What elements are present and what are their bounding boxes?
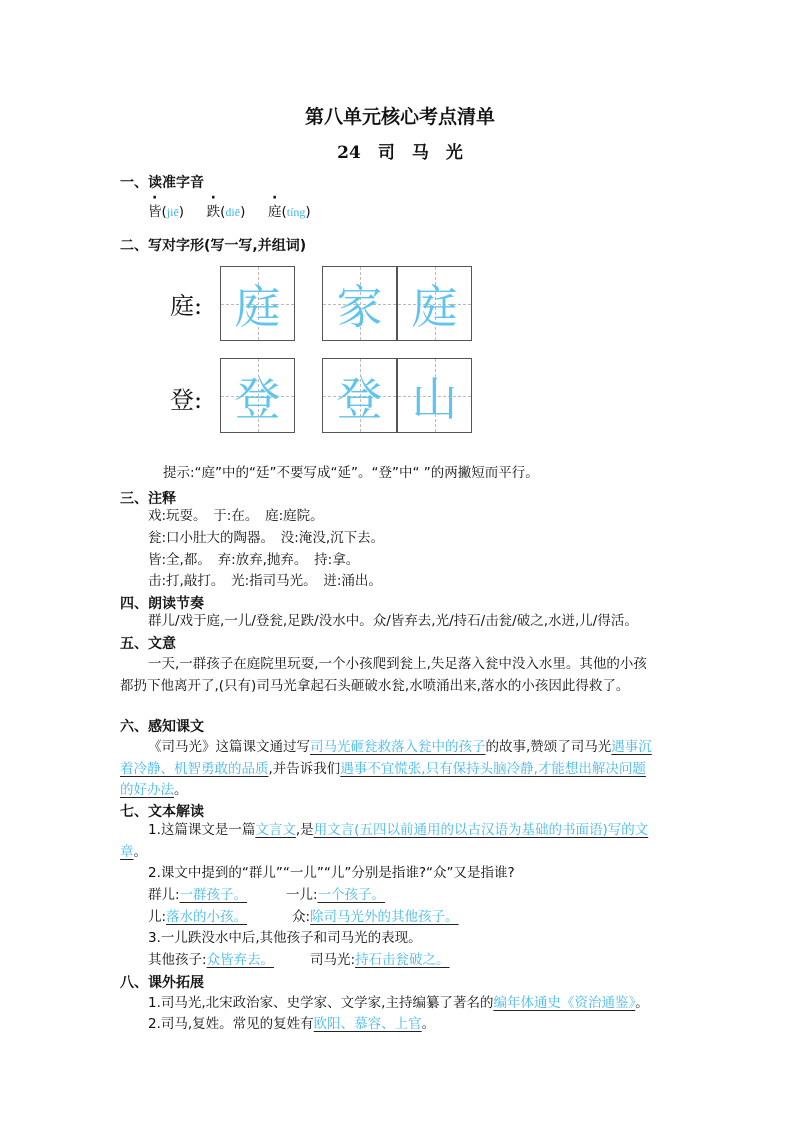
section-5-heading: 五、文意 [120, 636, 176, 652]
section-1-heading: 一、读准字音 [120, 175, 204, 191]
answer-row: 众:除司马光外的其他孩子。 [292, 909, 459, 925]
answer-row: 群儿:一群孩子。 [148, 887, 248, 903]
word-char: 庭 [411, 279, 458, 334]
section-6-heading: 六、感知课文 [120, 719, 204, 735]
answer: 一群孩子。 [179, 887, 248, 903]
answer-row: 其他孩子:众皆弃去。 [148, 952, 275, 968]
answer: 遇事不宜慌张,只有保持头脑冷静,才能想出解决问题 [340, 761, 646, 777]
answer: 一个孩子。 [317, 887, 386, 903]
answer: 除司马光外的其他孩子。 [310, 909, 459, 925]
writing-tip: 提示:“庭”中的“廷”不要写成“延”。“登”中“ ”的两撇短而平行。 [163, 465, 539, 481]
perception-line-3: 的好办法。 [120, 782, 188, 798]
answer-row: 司马光:持石击瓮破之。 [310, 952, 450, 968]
question-1: 1.这篇课文是一篇文言文,是用文言(五四以前通用的以古汉语为基础的书面语)写的文 [148, 822, 649, 838]
question-3: 3.一儿跌没水中后,其他孩子和司马光的表现。 [148, 930, 422, 946]
writing-box [322, 358, 397, 433]
answer: 遇事沉 [611, 739, 652, 755]
row-label-ting: 庭: [170, 292, 203, 320]
perception-line-1: 《司马光》这篇课文通过写司马光砸瓮救落入瓮中的孩子的故事,赞颂了司马光遇事沉 [148, 739, 652, 755]
answer: 着冷静、机智勇敢的品质 [120, 761, 269, 777]
char-jie: 皆 [148, 204, 162, 220]
practice-char: 庭 [234, 279, 281, 334]
writing-box [220, 358, 295, 433]
char-ting: 庭 [267, 204, 282, 220]
section-4-heading: 四、朗读节奏 [120, 596, 204, 612]
question-1-cont: 章。 [120, 844, 147, 860]
answer: 落水的小孩。 [166, 909, 248, 925]
answer: 用文言(五四以前通用的以古汉语为基础的书面语)写的文 [313, 822, 649, 838]
pronunciation-list: 皆(jiē) 跌(diē) 庭(tíng) [148, 204, 311, 220]
answer: 章 [120, 844, 134, 860]
answer: 欧阳、慕容、上官 [313, 1016, 422, 1032]
answer-row: 一儿:一个孩子。 [286, 887, 386, 903]
extension-2: 2.司马,复姓。常见的复姓有欧阳、慕容、上官。 [148, 1016, 436, 1032]
section-7-heading: 七、文本解读 [120, 804, 204, 820]
practice-char: 登 [234, 371, 281, 426]
answer: 司马光砸瓮救落入瓮中的孩子 [310, 739, 486, 755]
writing-box [220, 266, 295, 341]
extension-1: 1.司马光,北宋政治家、史学家、文学家,主持编纂了著名的编年体通史《资治通鉴》。 [148, 995, 649, 1011]
note-line: 瓮:口小肚大的陶器。 没:淹没,沉下去。 [148, 530, 385, 546]
page-title: 第八单元核心考点清单 [304, 106, 495, 128]
lesson-title: 24 司 马 光 [337, 143, 463, 163]
word-char: 家 [336, 279, 383, 334]
section-8-heading: 八、课外拓展 [120, 975, 204, 991]
meaning-line: 一天,一群孩子在庭院里玩耍,一个小孩爬到瓮上,失足落入瓮中没入水里。其他的小孩 [148, 656, 647, 672]
writing-box [397, 358, 472, 433]
char-die: 跌 [206, 204, 221, 220]
note-line: 皆:全,都。 弃:放弃,抛弃。 持:拿。 [148, 552, 360, 568]
answer: 编年体通史《资治通鉴》 [493, 995, 636, 1011]
writing-box [322, 266, 397, 341]
row-label-deng: 登: [170, 386, 203, 414]
pinyin-die: diē [225, 205, 241, 219]
answer: 众皆弃去。 [206, 952, 275, 968]
perception-line-2: 着冷静、机智勇敢的品质,并告诉我们遇事不宜慌张,只有保持头脑冷静,才能想出解决问题 [120, 761, 646, 777]
answer: 持石击瓮破之。 [355, 952, 450, 968]
answer: 的好办法 [120, 782, 174, 798]
pinyin-jie: jiē [166, 205, 179, 219]
section-3-heading: 三、注释 [120, 491, 176, 507]
question-2: 2.课文中提到的“群儿”“一儿”“儿”分别是指谁?“众”又是指谁? [148, 865, 515, 881]
section-2-heading: 二、写对字形(写一写,并组词) [120, 238, 307, 254]
word-char: 山 [411, 371, 458, 426]
answer: 文言文 [255, 822, 296, 838]
note-line: 戏:玩耍。 于:在。 庭:庭院。 [148, 508, 324, 524]
pinyin-ting: tíng [286, 205, 306, 219]
meaning-line: 都扔下他离开了,(只有)司马光拿起石头砸破水瓮,水喷涌出来,落水的小孩因此得救了。 [120, 678, 630, 694]
writing-box [397, 266, 472, 341]
reading-rhythm: 群儿/戏于庭,一儿/登瓮,足跌/没水中。众/皆弃去,光/持石/击瓮/破之,水迸,儿/得活。 [148, 613, 638, 629]
word-char: 登 [336, 371, 383, 426]
answer-row: 儿:落水的小孩。 [148, 909, 248, 925]
note-line: 击:打,敲打。 光:指司马光。 迸:涌出。 [148, 573, 382, 589]
